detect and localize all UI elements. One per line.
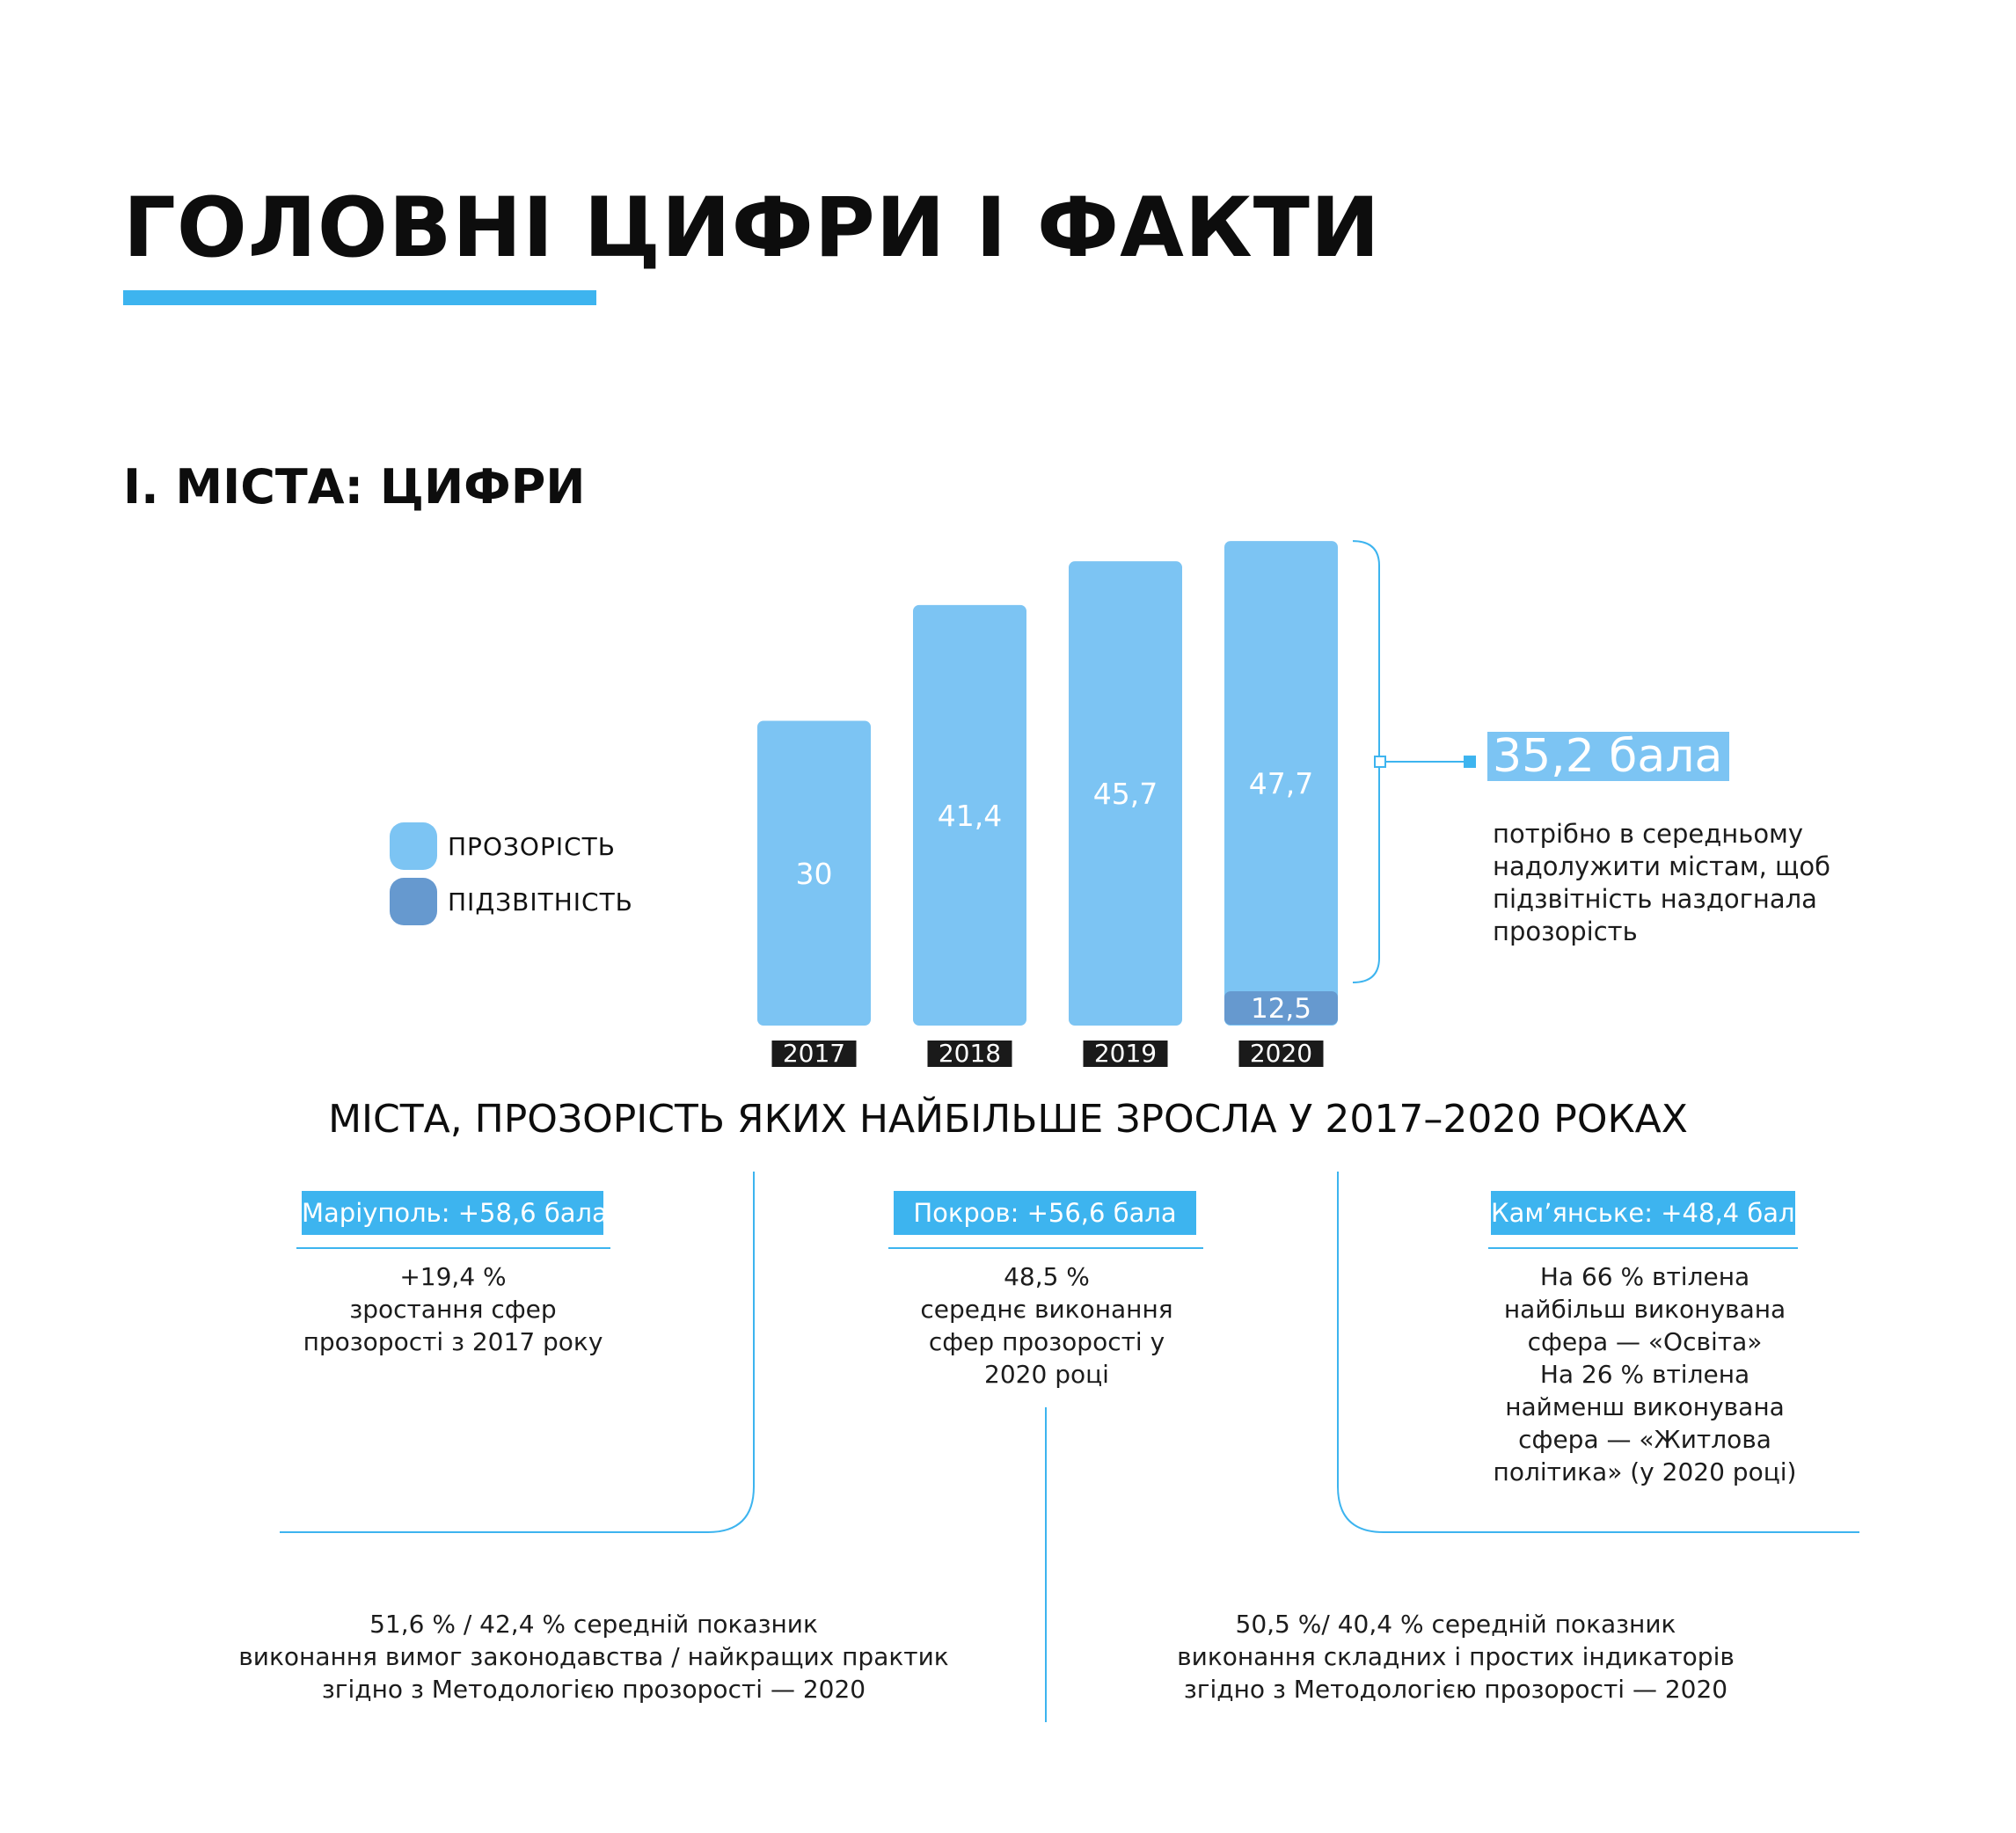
city-rule-pokrov	[888, 1247, 1203, 1249]
city-badge-kamianske: Кам’янське: +48,4 бала	[1491, 1191, 1795, 1235]
tick-label-2019: 2019	[1093, 1039, 1158, 1068]
city-text-mariupol: +19,4 % зростання сфер прозорості з 2017 року	[303, 1262, 603, 1356]
bar-label-transparency-2019: 45,7	[1092, 777, 1158, 812]
city-rule-kamianske	[1488, 1247, 1798, 1249]
tick-label-2017: 2017	[782, 1039, 846, 1068]
city-badge-pokrov: Покров: +56,6 бала	[894, 1191, 1196, 1235]
bottom-stat-indicators: 50,5 %/ 40,4 % середній показник виконання складних і простих індикаторів згідно з Методологією прозорості — 2020	[1177, 1610, 1735, 1704]
city-rule-mariupol	[296, 1247, 610, 1249]
city-badge-mariupol: Маріуполь: +58,6 бала	[302, 1191, 603, 1235]
city-text-pokrov: 48,5 % середнє виконання сфер прозорості у 2020 році	[920, 1262, 1173, 1389]
city-text-kamianske: На 66 % втілена найбільш виконувана сфера — «Освіта» На 26 % втілена найменш виконувана сфера — «Житлова політика» (у 2020 році)	[1493, 1262, 1797, 1486]
section-title: І. МІСТА: ЦИФРИ	[123, 459, 586, 515]
highlight-value: 35,2 бала	[1487, 732, 1729, 781]
bar-label-transparency-2020: 47,7	[1248, 766, 1314, 801]
legend-label-accountability: ПІДЗВІТНІСТЬ	[448, 887, 633, 916]
page-title: ГОЛОВНІ ЦИФРИ І ФАКТИ	[123, 180, 1381, 276]
cities-heading: МІСТА, ПРОЗОРІСТЬ ЯКИХ НАЙБІЛЬШЕ ЗРОСЛА У 2017–2020 РОКАХ	[328, 1097, 1688, 1142]
legend-label-transparency: ПРОЗОРІСТЬ	[448, 831, 616, 861]
highlight-description: потрібно в середньому надолужити містам, щоб підзвітність наздогнала прозорість	[1493, 819, 1830, 946]
tick-label-2018: 2018	[938, 1039, 1002, 1068]
bar-label-transparency-2018: 41,4	[937, 798, 1003, 833]
bar-label-accountability-2020: 12,5	[1250, 993, 1312, 1025]
bottom-stat-law-practices: 51,6 % / 42,4 % середній показник виконання вимог законодавства / найкращих практик згідно з Методологією прозорості — 2020	[238, 1610, 949, 1704]
tick-label-2020: 2020	[1249, 1039, 1313, 1068]
bar-label-transparency-2017: 30	[795, 856, 833, 891]
